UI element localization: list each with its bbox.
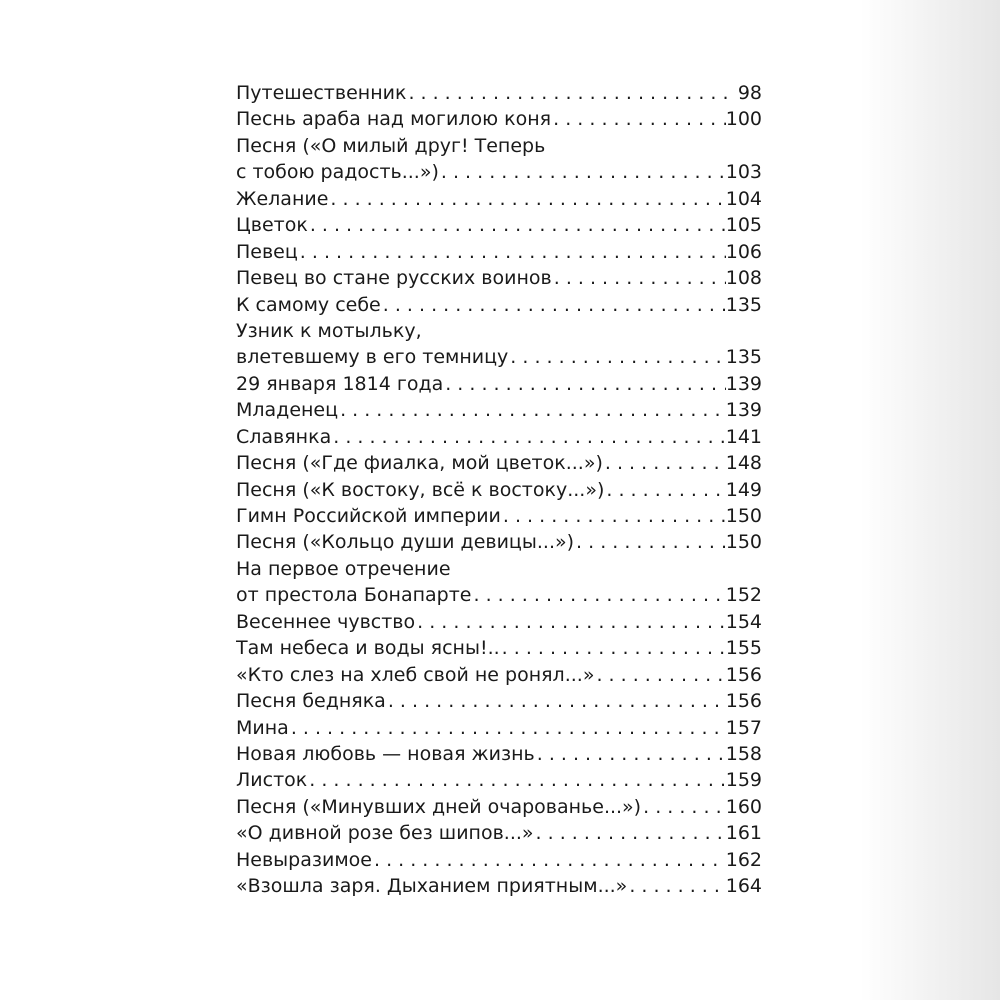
toc-entry-title: «Кто слез на хлеб свой не ронял...»: [236, 663, 595, 686]
toc-entry-title: Песня («Минувших дней очарованье...»): [236, 795, 642, 818]
page-number: 152: [725, 584, 762, 607]
page-number: 156: [725, 663, 762, 686]
dot-leader: [298, 239, 726, 265]
toc-entry: [236, 847, 762, 873]
page-number: 155: [725, 637, 762, 660]
toc-entry-title: Песня («Где фиалка, мой цветок...»): [236, 452, 603, 475]
dot-leader: [604, 477, 725, 503]
dot-leader: [328, 186, 725, 212]
toc-entry: [236, 582, 762, 608]
toc-entry: [236, 767, 762, 793]
page-number: 141: [725, 425, 762, 448]
dot-leader: [535, 741, 726, 767]
toc-entry-title: Младенец: [236, 399, 339, 422]
page-number: 103: [725, 161, 762, 184]
page-number: 98: [737, 82, 762, 104]
page-number: 159: [725, 769, 762, 792]
dot-leader: [603, 450, 726, 476]
toc-entry-title: Гимн Российской империи: [236, 505, 501, 527]
toc-entry: [236, 159, 762, 185]
toc-entry-title: Певец: [236, 240, 298, 263]
toc-entry: [236, 239, 762, 265]
page-number: 135: [725, 346, 762, 369]
toc-entry: [236, 106, 762, 132]
toc-entry: [236, 715, 762, 741]
toc-entry: [236, 186, 762, 212]
table-of-contents: [236, 80, 762, 900]
toc-entry-title: К самому себе: [236, 293, 381, 316]
page-number: 154: [725, 610, 762, 633]
page-number: 104: [725, 187, 762, 210]
dot-leader: [501, 503, 726, 529]
dot-leader: [308, 212, 726, 238]
page-number: 164: [725, 875, 762, 898]
dot-leader: [307, 767, 725, 793]
toc-entry-title: Песня («Кольцо души девицы...»): [236, 531, 575, 554]
toc-entry: [236, 80, 762, 106]
page-number: 161: [725, 822, 762, 845]
toc-entry-title: от престола Бонапарте: [236, 584, 472, 607]
toc-entry-title: Новая любовь — новая жизнь: [236, 742, 535, 765]
toc-entry: [236, 503, 762, 529]
toc-entry-title: Песня бедняка: [236, 690, 386, 713]
toc-entry: [236, 371, 762, 397]
toc-entry-title: Мина: [236, 716, 289, 739]
page-number: 160: [725, 795, 762, 818]
toc-entry-title: Там небеса и воды ясны!..: [236, 637, 500, 660]
toc-entry: [236, 662, 762, 688]
toc-entry: [236, 529, 762, 555]
page-number: 150: [725, 531, 762, 554]
toc-entry-title: «Взошла заря. Дыханием приятным...»: [236, 875, 628, 898]
toc-entry-title: Песня («К востоку, всё к востоку...»): [236, 478, 605, 501]
toc-entry-title: Листок: [236, 769, 308, 792]
dot-leader: [627, 873, 725, 899]
page-number: 149: [725, 478, 762, 501]
dot-leader: [381, 292, 726, 318]
toc-entry: [236, 265, 762, 291]
toc-entry-title: Певец во стане русских воинов: [236, 267, 552, 290]
toc-entry-title: Песнь араба над могилою коня: [236, 108, 552, 131]
toc-entry-continuation: [236, 133, 762, 159]
toc-entry-continuation: [236, 318, 762, 344]
dot-leader: [594, 662, 725, 688]
dot-leader: [471, 582, 725, 608]
dot-leader: [415, 609, 726, 635]
toc-entry-title: На первое отречение: [236, 557, 451, 580]
dot-leader: [331, 424, 726, 450]
page-number: 139: [725, 372, 762, 395]
page-number: 100: [725, 108, 762, 131]
toc-entry: [236, 477, 762, 503]
dot-leader: [534, 820, 726, 846]
toc-entry: [236, 212, 762, 238]
toc-entry-title: Узник к мотыльку,: [236, 319, 422, 342]
toc-entry: [236, 688, 762, 714]
toc-entry: [236, 424, 762, 450]
toc-entry: [236, 344, 762, 370]
toc-entry: [236, 635, 762, 661]
dot-leader: [508, 344, 725, 370]
dot-leader: [551, 106, 726, 132]
toc-entry: [236, 450, 762, 476]
toc-entry-title: «О дивной розе без шипов...»: [236, 822, 534, 845]
dot-leader: [439, 159, 726, 185]
dot-leader: [552, 265, 726, 291]
dot-leader: [372, 847, 726, 873]
dot-leader: [289, 715, 726, 741]
dot-leader: [574, 529, 726, 555]
dot-leader: [641, 794, 726, 820]
toc-entry: [236, 609, 762, 635]
page-number: 139: [725, 399, 762, 422]
page-number: 162: [725, 848, 762, 871]
dot-leader: [500, 635, 726, 661]
page-number: 157: [725, 716, 762, 739]
toc-entry-title: Песня («О милый друг! Теперь: [236, 134, 546, 157]
toc-entry-title: Невыразимое: [236, 848, 372, 871]
toc-entry-title: Путешественник: [236, 82, 407, 104]
page-number: 148: [725, 452, 762, 475]
dot-leader: [443, 371, 726, 397]
toc-entry: [236, 820, 762, 846]
page-number: 135: [725, 293, 762, 316]
page-number: 150: [725, 505, 762, 527]
page-number: 156: [725, 690, 762, 713]
toc-entry-title: Весеннее чувство: [236, 610, 416, 633]
toc-entry: [236, 397, 762, 423]
page-number: 158: [725, 742, 762, 765]
dot-leader: [406, 80, 732, 106]
toc-entry-title: Желание: [236, 187, 329, 210]
toc-entry-title: Славянка: [236, 425, 332, 448]
toc-entry-title: с тобою радость...»): [236, 161, 439, 184]
dot-leader: [338, 397, 726, 423]
toc-entry: [236, 741, 762, 767]
page-number: 106: [725, 240, 762, 263]
toc-entry: [236, 873, 762, 899]
page-number: 108: [725, 267, 762, 290]
toc-entry-continuation: [236, 556, 762, 582]
page-number: 105: [725, 214, 762, 237]
toc-entry-title: Цветок: [236, 214, 308, 237]
toc-entry-title: влетевшему в его темницу: [236, 346, 509, 369]
toc-entry-title: 29 января 1814 года: [236, 372, 444, 395]
toc-entry: [236, 292, 762, 318]
toc-entry: [236, 794, 762, 820]
dot-leader: [386, 688, 726, 714]
